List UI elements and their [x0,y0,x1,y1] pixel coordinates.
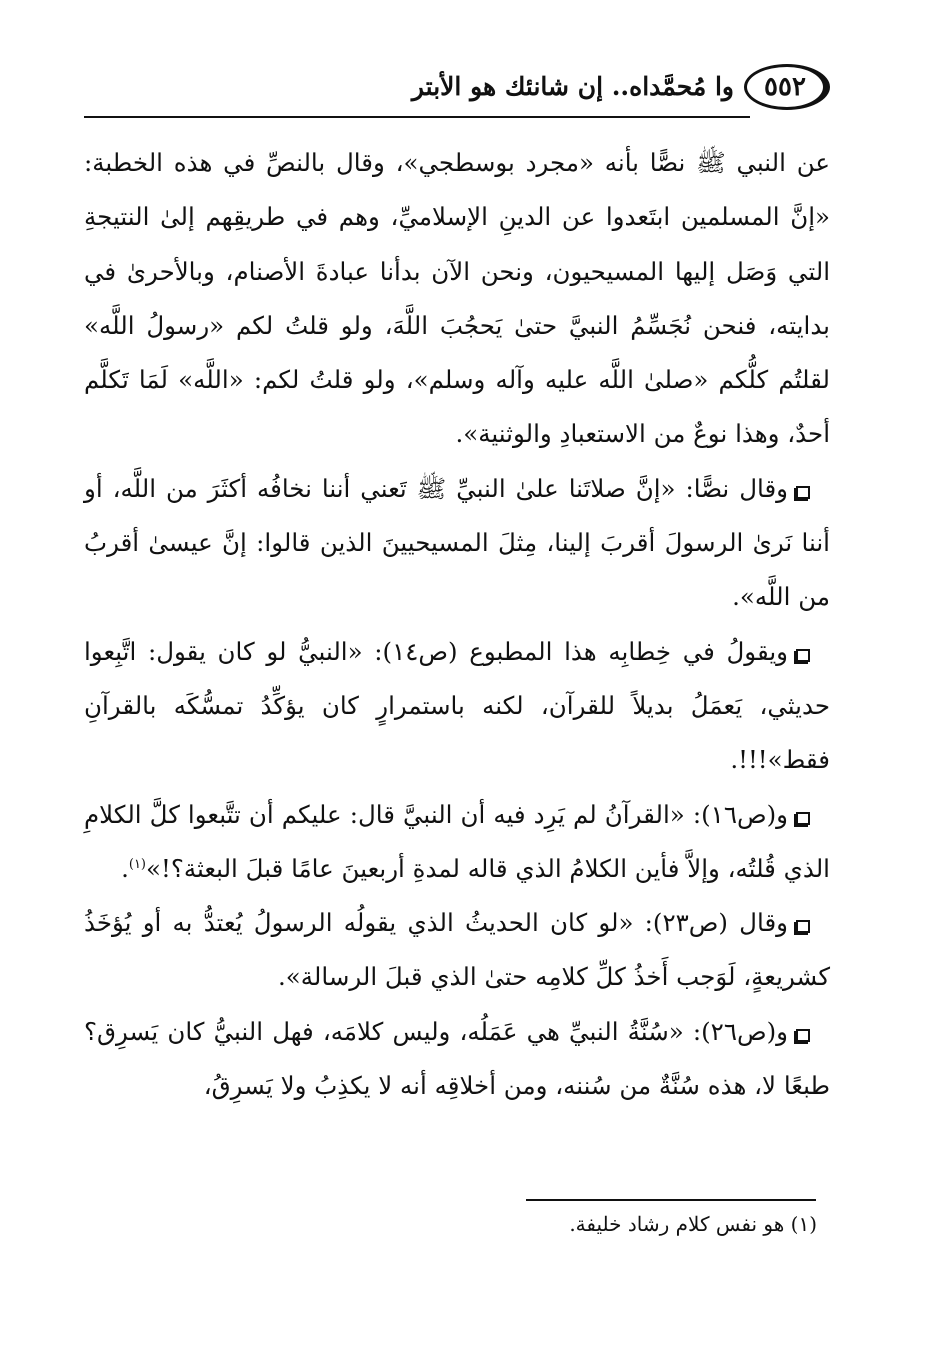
paragraph-text: وقال نصًّا: «إنَّ صلاتَنا علىٰ النبيِّ ﷺ تَعني أننا نخافُه أكثَرَ من اللَّه، أو أننا نَرىٰ الرسولَ أقربَ إلينا، مِثلَ المسيحيينَ الذين قالوا: إنَّ عيسىٰ أقربُ من اللَّه». [84,473,830,612]
square-bullet-icon [796,812,810,825]
paragraph [84,788,830,897]
paragraph [84,462,830,625]
square-bullet-icon [796,920,810,933]
footnote: (١) هو نفس كلام رشاد خليفة. [569,1212,817,1236]
footnote-rule [526,1199,816,1201]
paragraph-text: عن النبي ﷺ نصًّا بأنه «مجرد بوسطجي»، وقال بالنصِّ في هذه الخطبة: «إنَّ المسلمين ابتَعدوا عن الدينِ الإسلاميِّ، وهم في طريقِهم إلىٰ النتيجةِ التي وَصَل إليها المسيحيون، ونحن الآن بدأنا عبادةَ الأصنام، وبالأحرىٰ في بدايته، فنحن نُجَسِّمُ النبيَّ حتىٰ يَحجُبَ اللَّهَ، ولو قلتُ لكم «رسولُ اللَّه» لقلتُم كلُّكم «صلىٰ اللَّه عليه وآله وسلم»، ولو قلتُ لكم: «اللَّه» لَمَا تَكلَّم أحدٌ، وهذا نوعٌ من الاستعبادِ والوثنية». [84,148,830,449]
paragraph [84,625,830,788]
page-header [84,62,830,118]
paragraph [84,136,830,462]
running-title: وا مُحمَّداه.. إن شانئك هو الأبتر [411,72,734,101]
paragraph-text: و(ص٢٦): «سُنَّةُ النبيِّ هي عَمَلُه، وليس كلامَه، فهل النبيُّ كان يَسرِق؟ طبعًا لا، هذه سُنَّةٌ من سُننه، ومن أخلاقِه أنه لا يكذِبُ ولا يَسرِقُ، [84,1016,830,1101]
square-bullet-icon [796,486,810,499]
paragraph-text: ويقولُ في خِطابِه هذا المطبوع (ص١٤): «النبيُّ لو كان يقول: اتَّبِعوا حديثي، يَعمَلُ بديلاً للقرآن، لكنه باستمرارٍ كان يؤكِّدُ تمسُّكَه بالقرآنِ فقط»!!!. [84,636,830,775]
paragraph-text: وقال (ص٢٣): «لو كان الحديثُ الذي يقولُه الرسولُ يُعتدُّ به أو يُؤخَذُ كشريعةٍ، لَوَجب أَخذُ كلِّ كلامِه حتىٰ الذي قبلَ الرسالة». [84,908,830,992]
page-number: ٥٥٢ [744,64,830,110]
paragraph-text: و(ص١٦): «القرآنُ لم يَرِد فيه أن النبيَّ قال: عليكم أن تتَّبعوا كلَّ الكلامِ الذي قُلتُه، وإلاَّ فأين الكلامُ الذي قاله لمدةِ أربعينَ عامًا قبلَ البعثة؟!» [84,799,830,883]
square-bullet-icon [796,649,810,662]
footnote-reference[interactable]: (١) [128,856,146,872]
body-text [84,136,830,1113]
paragraph-tail: . [121,853,129,883]
paragraph [84,896,830,1005]
header-rule [84,116,750,118]
square-bullet-icon [796,1029,810,1042]
paragraph [84,1005,830,1114]
